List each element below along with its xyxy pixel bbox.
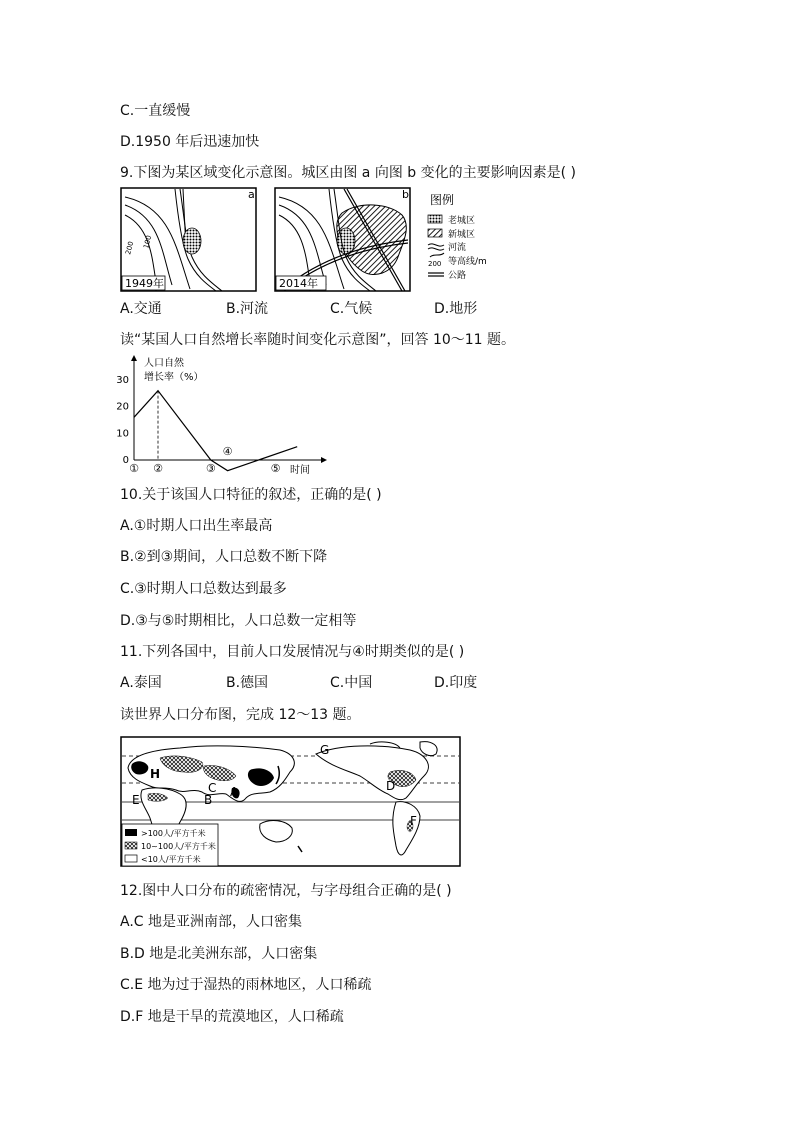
- q11-option-a: A.泰国: [120, 675, 162, 691]
- legend-sparse-swatch: [125, 855, 137, 862]
- y-tick-label: 10: [116, 428, 129, 440]
- legend-dense: >100人/平方千米: [141, 829, 206, 838]
- map-a: [121, 188, 256, 291]
- q11-option-d: D.印度: [434, 675, 478, 691]
- y-axis-label-line1: 人口自然: [144, 358, 184, 369]
- growth-rate-line: [134, 391, 297, 471]
- legend-contour: 等高线/m: [448, 257, 487, 267]
- q10-option-b: B.②到③期间，人口总数不断下降: [120, 549, 328, 565]
- q10-option-a: A.①时期人口出生率最高: [120, 518, 273, 534]
- x-label-3: ③: [205, 462, 216, 475]
- q8-option-d: D.1950 年后迅速加快: [120, 134, 260, 150]
- q10-stem: 10.关于该国人口特征的叙述，正确的是( ): [120, 487, 382, 503]
- q9-maps-svg: [120, 187, 510, 294]
- q9-option-b: B.河流: [226, 301, 269, 317]
- world-population-map: [120, 736, 462, 872]
- q12-stem: 12.图中人口分布的疏密情况，与字母组合正确的是( ): [120, 883, 452, 899]
- q9-legend: [428, 192, 487, 281]
- q9-option-a: A.交通: [120, 301, 162, 317]
- map-letter-d: D: [386, 779, 396, 793]
- legend-road: 公路: [448, 271, 467, 281]
- map-a-contour-100: 100: [142, 234, 154, 250]
- growth-rate-chart-svg: [112, 352, 342, 476]
- map-letter-a: A: [230, 785, 239, 799]
- world-map-legend: [122, 824, 218, 866]
- q12-option-c: C.E 地为过于湿热的雨林地区，人口稀疏: [120, 977, 372, 993]
- legend-old-city-swatch: [428, 215, 442, 223]
- q11-option-c: C.中国: [330, 675, 373, 691]
- y-tick-label: 20: [116, 401, 129, 413]
- map-a-contour-200: 200: [124, 240, 136, 256]
- world-map-svg: [120, 736, 462, 868]
- legend-new-city-swatch: [428, 229, 442, 237]
- q12-option-b: B.D 地是北美洲东部，人口密集: [120, 946, 318, 962]
- q9-stem: 9.下图为某区域变化示意图。城区由图 a 向图 b 变化的主要影响因素是( ): [120, 165, 576, 181]
- x-label-2: ②: [153, 462, 163, 475]
- intro-10-11: 读“某国人口自然增长率随时间变化示意图”，回答 10～11 题。: [120, 332, 516, 348]
- legend-dense-swatch: [125, 829, 137, 836]
- intro-12-13: 读世界人口分布图，完成 12～13 题。: [120, 707, 361, 723]
- x-label-5: ⑤: [270, 462, 281, 475]
- legend-river: 河流: [448, 243, 467, 253]
- growth-rate-chart: [112, 352, 342, 480]
- legend-contour-value: 200: [428, 260, 442, 268]
- legend-medium: 10~100人/平方千米: [141, 842, 216, 851]
- legend-old-city: 老城区: [448, 216, 476, 226]
- map-a-corner-label: a: [248, 188, 255, 201]
- q12-option-a: A.C 地是亚洲南部，人口密集: [120, 914, 303, 930]
- map-letter-c: C: [208, 781, 217, 795]
- x-axis-label: 时间: [290, 465, 310, 476]
- map-b: [275, 188, 410, 291]
- legend-contour-swatch: [430, 253, 444, 257]
- legend-medium-swatch: [125, 842, 137, 849]
- map-letter-b: B: [204, 793, 213, 807]
- legend-river-swatch: [428, 244, 444, 250]
- map-letter-g: G: [320, 743, 330, 757]
- x-label-1: ①: [129, 462, 139, 475]
- map-letter-e: E: [132, 793, 140, 807]
- y-tick-label: 0: [122, 455, 129, 466]
- q11-stem: 11.下列各国中，目前人口发展情况与④时期类似的是( ): [120, 644, 465, 660]
- q10-option-d: D.③与⑤时期相比，人口总数一定相等: [120, 613, 357, 629]
- y-tick-label: 30: [116, 375, 129, 386]
- legend-title: 图例: [430, 193, 455, 207]
- q8-option-c: C.一直缓慢: [120, 103, 191, 119]
- map-b-corner-label: b: [402, 188, 409, 201]
- legend-sparse: <10人/平方千米: [141, 855, 201, 864]
- map-a-year: 1949年: [125, 277, 164, 290]
- q9-figure: [120, 187, 510, 298]
- map-b-year: 2014年: [279, 277, 318, 290]
- legend-new-city: 新城区: [448, 230, 476, 240]
- y-axis-label-line2: 增长率（%）: [144, 372, 204, 383]
- map-letter-h: H: [150, 767, 161, 781]
- q9-option-d: D.地形: [434, 301, 478, 317]
- q10-option-c: C.③时期人口总数达到最多: [120, 581, 287, 597]
- q11-option-b: B.德国: [226, 675, 269, 691]
- map-letter-f: F: [410, 814, 417, 828]
- q12-option-d: D.F 地是干旱的荒漠地区，人口稀疏: [120, 1009, 344, 1025]
- q9-option-c: C.气候: [330, 301, 373, 317]
- x-label-4: ④: [222, 445, 233, 458]
